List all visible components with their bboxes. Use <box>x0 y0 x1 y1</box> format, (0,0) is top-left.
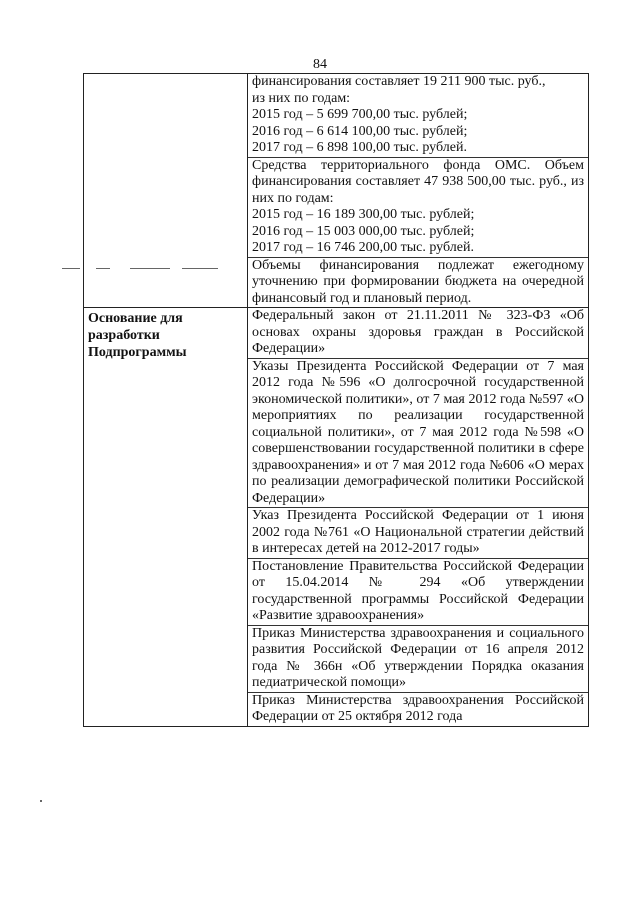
content-paragraph <box>248 157 588 257</box>
content-line: Средства территориального фонда ОМС. Объем финансирования составляет 47 938 500,00 тыс. руб., из них по годам: <box>252 157 584 206</box>
document-table <box>83 73 589 727</box>
scan-artifact-line <box>96 268 110 269</box>
row-label-line: Подпрограммы <box>88 345 187 360</box>
scan-artifact-line <box>62 268 80 269</box>
content-paragraph <box>248 558 588 625</box>
content-line: финансирования составляет 19 211 900 тыс. руб., <box>252 74 546 89</box>
content-paragraph <box>248 625 588 692</box>
row-label-line: разработки <box>88 328 160 343</box>
table-row <box>84 308 589 727</box>
content-line: 2016 год – 15 003 000,00 тыс. рублей; <box>252 223 475 239</box>
row-content-cell <box>248 74 589 308</box>
row-label-line: Основание для <box>88 311 183 326</box>
content-line: Объемы финансирования подлежат ежегодному уточнению при формировании бюджета на очередной финансовый год и плановый период. <box>252 257 584 306</box>
content-paragraph <box>248 358 588 508</box>
content-paragraph <box>248 308 588 358</box>
content-line: Приказ Министерства здравоохранения и социального развития Российской Федерации от 16 апреля 2012 года № 366н «Об утверждении Порядка оказания педиатрической помощи» <box>252 625 584 690</box>
content-line: Постановление Правительства Российской Федерации от 15.04.2014 № 294 «Об утверждении государственной программы Российской Федерации «Развитие здравоохранения» <box>252 558 584 623</box>
content-line: Федеральный закон от 21.11.2011 № 323-ФЗ «Об основах охраны здоровья граждан в Российской Федерации» <box>252 308 584 356</box>
content-paragraph <box>248 257 588 308</box>
content-line: 2015 год – 5 699 700,00 тыс. рублей; <box>252 107 468 122</box>
page-number: 84 <box>313 57 327 72</box>
content-paragraph <box>248 74 588 157</box>
row-label <box>84 308 247 361</box>
content-line: из них по годам: <box>252 90 351 106</box>
content-line: 2017 год – 16 746 200,00 тыс. рублей. <box>252 240 474 255</box>
content-paragraph <box>248 692 588 726</box>
content-line: Указ Президента Российской Федерации от 1 июня 2002 года №761 «О Национальной стратегии действий в интересах детей на 2012-2017 годы» <box>252 508 584 556</box>
table-row <box>84 74 589 308</box>
scan-artifact-line <box>182 268 218 269</box>
row-label-cell <box>84 308 248 727</box>
content-line: 2016 год – 6 614 100,00 тыс. рублей; <box>252 123 468 139</box>
row-content-cell <box>248 308 589 727</box>
content-line: 2015 год – 16 189 300,00 тыс. рублей; <box>252 207 475 222</box>
content-line: Указы Президента Российской Федерации от 7 мая 2012 года №596 «О долгосрочной государственной экономической политики», от 7 мая 2012 года №597 «О мероприятиях по реализации государственной социальной политики», от 7 мая 2012 года №598 «О совершенствовании государственной политики в сфере здравоохранения» и от 7 мая 2012 года №606 «О мерах по реализации демографической политики Российской Федерации» <box>252 358 584 506</box>
content-line: 2017 год – 6 898 100,00 тыс. рублей. <box>252 140 467 155</box>
content-paragraph <box>248 507 588 558</box>
scan-artifact-line <box>130 268 170 269</box>
content-line: Приказ Министерства здравоохранения Российской Федерации от 25 октября 2012 года <box>252 692 584 724</box>
row-label-cell <box>84 74 248 308</box>
scan-artifact-dot <box>40 800 42 802</box>
